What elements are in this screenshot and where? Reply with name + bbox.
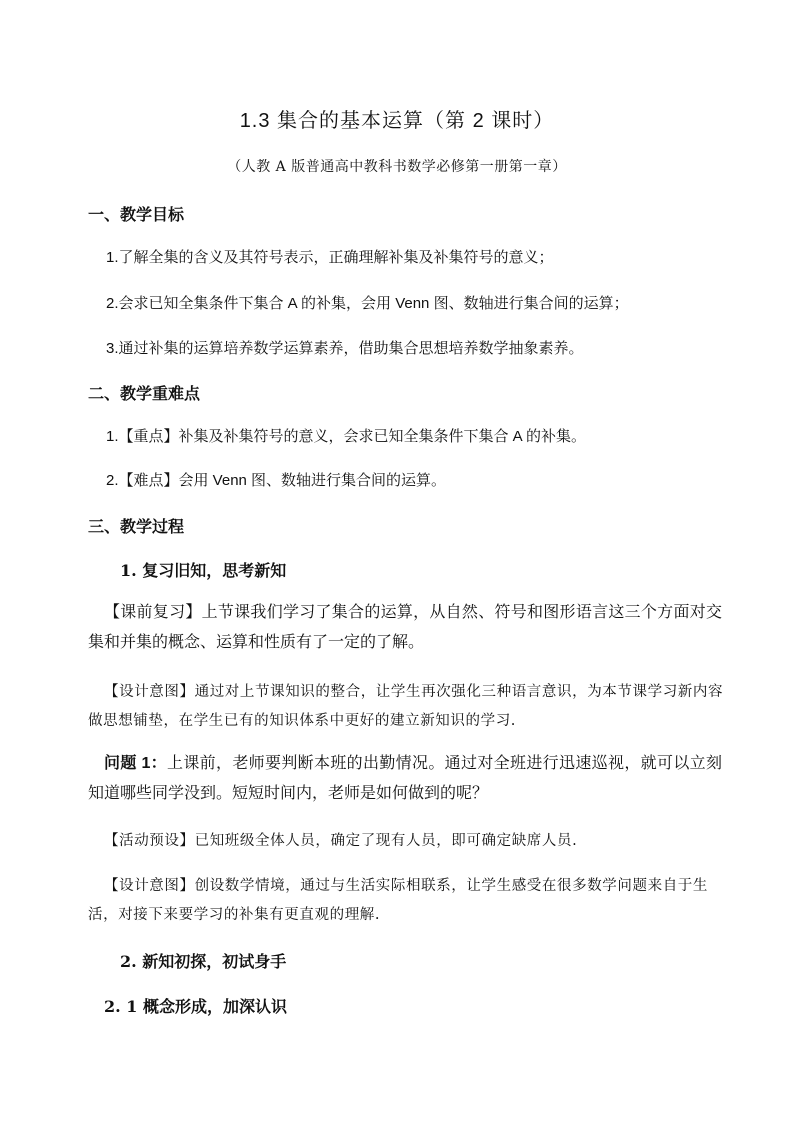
- design-intent-paragraph: [88, 678, 724, 736]
- objective-item: 2.会求已知全集条件下集合 A 的补集，会用 Venn 图、数轴进行集合间的运算；: [106, 295, 629, 312]
- design-intent-text: 通过对上节课知识的整合，让学生再次强化三种语言意识，为本节课学习新内容做思想铺垫，在学生已有的知识体系中更好的建立新知识的学习.: [88, 684, 724, 729]
- activity-preset-tag: 【活动预设】: [104, 833, 195, 849]
- section-heading-process: 三、教学过程: [88, 519, 185, 536]
- review-paragraph: [88, 598, 722, 658]
- subsection-heading: 2. 新知初探，初试身手: [120, 952, 287, 971]
- question-paragraph: [88, 749, 722, 809]
- section-heading-key-points: 二、教学重难点: [88, 386, 201, 403]
- subsubsection-heading: 2. 1 概念形成，加深认识: [104, 997, 287, 1016]
- review-text: 上节课我们学习了集合的运算，从自然、符号和图形语言这三个方面对交集和并集的概念、运算和性质有了一定的了解。: [88, 604, 722, 651]
- objective-item: 1.了解全集的含义及其符号表示，正确理解补集及补集符号的意义；: [106, 249, 554, 266]
- design-intent-text: 创设数学情境，通过与生活实际相联系，让学生感受在很多数学问题来自于生活，对接下来要学习的补集有更直观的理解.: [88, 878, 709, 923]
- question-text: 上课前，老师要判断本班的出勤情况。通过对全班进行迅速巡视，就可以立刻知道哪些同学没到。短短时间内，老师是如何做到的呢？: [88, 755, 722, 802]
- question-tag: 问题 1：: [104, 755, 168, 772]
- activity-preset-text: 已知班级全体人员，确定了现有人员，即可确定缺席人员.: [194, 833, 578, 849]
- page-title: 1.3 集合的基本运算（第 2 课时）: [239, 110, 555, 132]
- activity-preset-paragraph: [88, 827, 724, 856]
- design-intent-paragraph: [88, 872, 724, 930]
- design-intent-tag: 【设计意图】: [104, 684, 195, 700]
- page-subtitle: （人教 A 版普通高中教科书数学必修第一册第一章）: [227, 159, 567, 175]
- section-heading-objectives: 一、教学目标: [88, 207, 185, 224]
- subsection-heading: 1. 复习旧知，思考新知: [120, 561, 287, 580]
- objective-item: 3.通过补集的运算培养数学运算素养，借助集合思想培养数学抽象素养。: [106, 340, 584, 357]
- key-point-item: 2.【难点】会用 Venn 图、数轴进行集合间的运算。: [106, 472, 447, 489]
- review-tag: 【课前复习】: [104, 604, 202, 621]
- design-intent-tag: 【设计意图】: [104, 878, 195, 894]
- key-point-item: 1.【重点】补集及补集符号的意义，会求已知全集条件下集合 A 的补集。: [106, 428, 587, 445]
